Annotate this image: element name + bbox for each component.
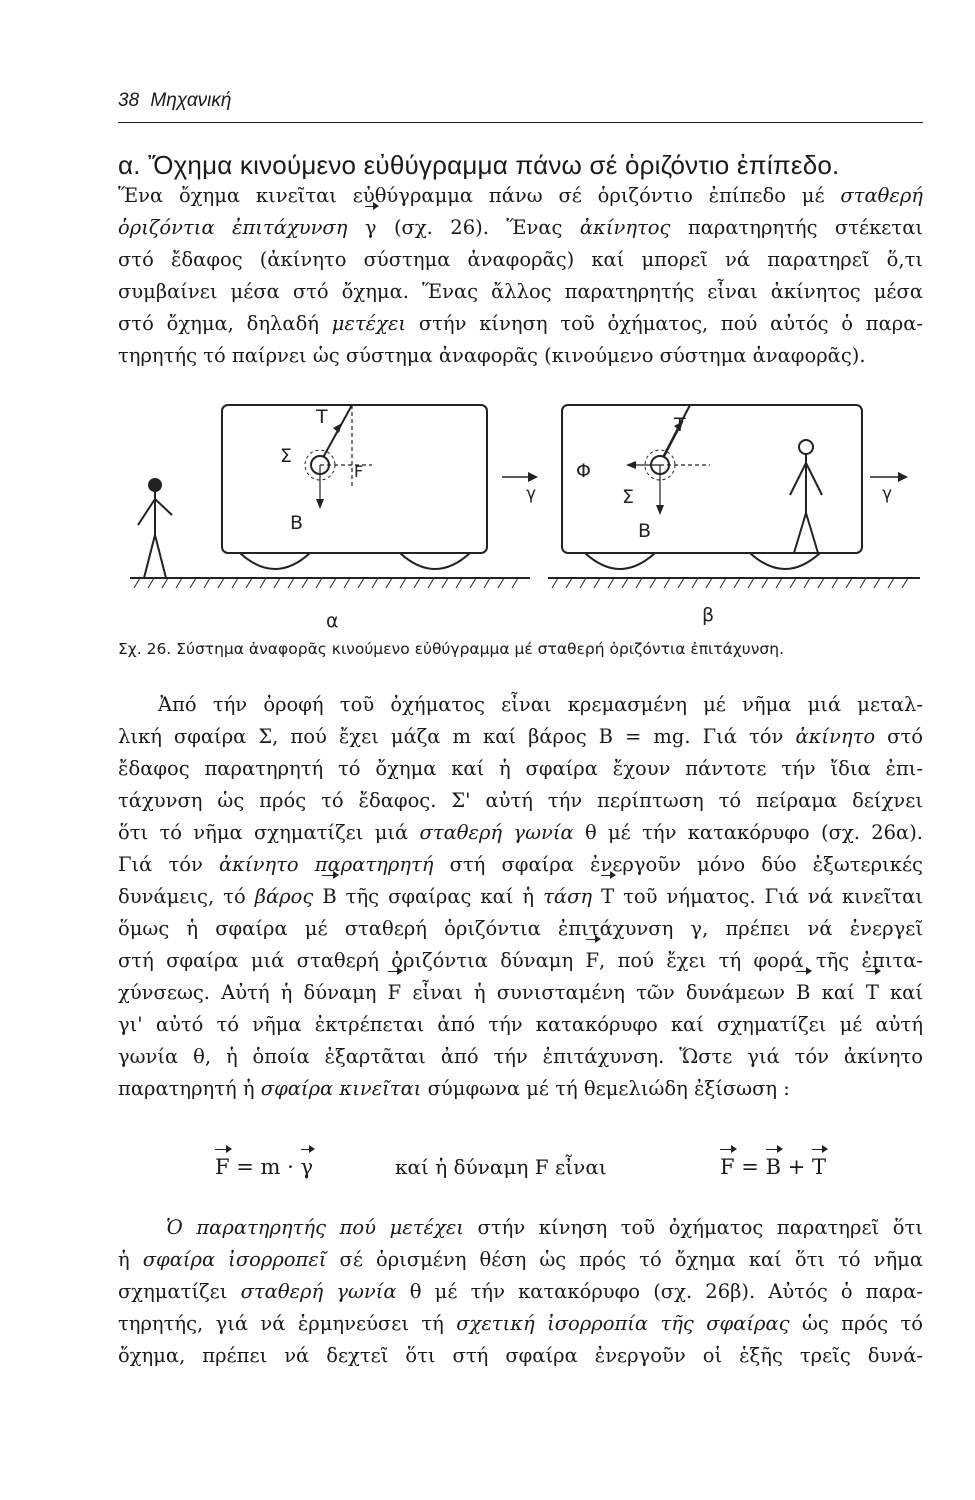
page-number: 38	[118, 90, 140, 111]
text-line: Ἀπό τήν ὀροφή τοῦ ὀχήματος εἶναι κρεμασμένη μέ νῆμα μιά μεταλ-	[158, 693, 923, 716]
text-line: γι' αὐτό τό νῆμα ἐκτρέπεται ἀπό τήν κατακόρυφο καί σχηματίζει μέ αὐτή	[118, 1013, 923, 1036]
text-line: ὄχημα, πρέπει νά δεχτεῖ ὅτι στή σφαίρα ἐνεργοῦν οἱ ἑξῆς τρεῖς δυνά-	[118, 1344, 923, 1367]
text-line: παρατηρητή ἡ σφαίρα κινεῖται σύμφωνα μέ τή θεμελιώδη ἐξίσωση :	[118, 1077, 790, 1100]
text-line: ὅμως ἡ σφαίρα μέ σταθερή ὁριζόντια ἐπιτάχυνση γ, πρέπει νά ἐνεργεῖ	[118, 917, 923, 940]
vehicle-observer-head	[799, 440, 813, 454]
label-B-a: B	[290, 512, 304, 534]
label-T-a: T	[316, 406, 328, 428]
weight-arrowhead-a	[316, 499, 324, 509]
panel-b	[548, 405, 920, 588]
ground-observer-head	[149, 479, 161, 491]
closing-paragraph	[118, 1212, 923, 1372]
equation-middle-text: καί ἡ δύναμη F εἶναι	[395, 1155, 607, 1179]
text-line: ἔδαφος παρατηρητή τό ὄχημα καί ἡ σφαίρα ἔχουν πάντοτε τήν ἴδια ἐπι-	[118, 757, 923, 780]
figure-caption: Σχ. 26. Σύστημα ἀναφορᾶς κινούμενο εὐθύγραμμα μέ σταθερή ὁριζόντια ἐπιτάχυνση.	[118, 640, 785, 658]
text-line: τάχυνση ὡς πρός τό ἔδαφος. Σ' αὐτή τήν περίπτωση τό πείραμα δείχνει	[118, 789, 923, 812]
text-line: σχηματίζει σταθερή γωνία θ μέ τήν κατακόρυφο (σχ. 26β). Αὐτός ὁ παρα-	[118, 1280, 924, 1303]
intro-paragraph	[118, 180, 923, 372]
text-line: δυνάμεις, τό βάρος B τῆς σφαίρας καί ἡ τάση T τοῦ νήματος. Γιά νά κινεῖται	[118, 881, 923, 913]
text-line: στό ἔδαφος (ἀκίνητο σύστημα ἀναφορᾶς) καί μπορεῖ νά παρατηρεῖ ὅ,τι	[118, 248, 923, 271]
wheel-b2	[750, 553, 820, 569]
panel-b-labels	[576, 414, 892, 626]
equation-newton: F = m · γ	[215, 1155, 314, 1179]
text-line: τηρητής τό παίρνει ὡς σύστημα ἀναφορᾶς (κινούμενο σύστημα ἀναφορᾶς).	[118, 344, 866, 367]
panel-label-b: β	[702, 604, 715, 626]
text-line: συμβαίνει μέσα στό ὄχημα. Ἕνας ἄλλος παρατηρητής εἶναι ἀκίνητος μέσα	[118, 280, 923, 303]
figure-26-drawing	[130, 395, 920, 635]
panel-label-a: α	[326, 610, 339, 632]
wheel-b1	[585, 553, 655, 569]
vehicle-body-b	[562, 405, 862, 553]
body-paragraph	[118, 689, 923, 1105]
tension-arrowhead-a	[333, 423, 342, 433]
text-line: Ἕνα ὄχημα κινεῖται εὐθύγραμμα πάνω σέ ὁριζόντιο ἐπίπεδο μέ σταθερή	[118, 184, 923, 207]
text-line: στό ὄχημα, δηλαδή μετέχει στήν κίνηση τοῦ ὀχήματος, πού αὐτός ὁ παρα-	[118, 312, 924, 335]
ground-hatching-a	[134, 578, 518, 588]
text-line: χύνσεως. Αὐτή ἡ δύναμη F εἶναι ἡ συνισταμένη τῶν δυνάμεων B καί T καί	[118, 977, 923, 1009]
text-line: Ὁ παρατηρητής πού μετέχει στήν κίνηση τοῦ ὀχήματος παρατηρεῖ ὅτι	[166, 1216, 923, 1239]
section-title: α. Ὄχημα κινούμενο εὐθύγραμμα πάνω σέ ὁριζόντιο ἐπίπεδο.	[118, 150, 840, 180]
wheel-a2	[400, 553, 470, 569]
running-title: Μηχανική	[150, 90, 232, 111]
text-line: ὁριζόντια ἐπιτάχυνση γ (σχ. 26). Ἕνας ἀκίνητος παρατηρητής στέκεται	[118, 212, 923, 244]
ground-hatching-b	[552, 578, 908, 588]
label-gamma-a: γ	[526, 484, 537, 504]
text-line: ἡ σφαίρα ἰσορροπεῖ σέ ὁρισμένη θέση ὡς πρός τό ὄχημα καί ὅτι τό νῆμα	[118, 1248, 924, 1271]
label-Sigma-b: Σ	[622, 486, 635, 508]
label-Phi-b: Φ	[576, 460, 591, 482]
header-rule	[118, 122, 923, 123]
equation-sum: F = B + T	[720, 1155, 826, 1179]
text-line: στή σφαίρα μιά σταθερή ὁριζόντια δύναμη F, πού ἔχει τή φορά τῆς ἐπιτα-	[118, 945, 923, 977]
wheel-a1	[240, 553, 310, 569]
figure-26	[130, 395, 920, 635]
text-line: γωνία θ, ἡ ὁποία ἐξαρτᾶται ἀπό τήν ἐπιτάχυνση. Ὥστε γιά τόν ἀκίνητο	[118, 1045, 923, 1068]
label-F-a: F	[354, 462, 364, 481]
page-header	[118, 90, 231, 112]
text-line: λική σφαίρα Σ, πού ἔχει μάζα m καί βάρος B = mg. Γιά τόν ἀκίνητο στό	[118, 725, 924, 748]
label-B-b: B	[638, 520, 652, 542]
label-T-b: T	[674, 414, 686, 436]
panel-a	[130, 405, 538, 588]
panel-a-labels	[280, 406, 536, 632]
text-line: ὅτι τό νῆμα σχηματίζει μιά σταθερή γωνία θ μέ τήν κατακόρυφο (σχ. 26α).	[118, 821, 924, 844]
label-gamma-b: γ	[882, 484, 893, 504]
text-line: τηρητής, γιά νά ἑρμηνεύσει τή σχετική ἰσορροπία τῆς σφαίρας ὡς πρός τό	[118, 1312, 923, 1335]
label-Sigma-a: Σ	[280, 445, 293, 467]
text-line: Γιά τόν ἀκίνητο παρατηρητή στή σφαίρα ἐνεργοῦν μόνο δύο ἐξωτερικές	[118, 853, 923, 876]
